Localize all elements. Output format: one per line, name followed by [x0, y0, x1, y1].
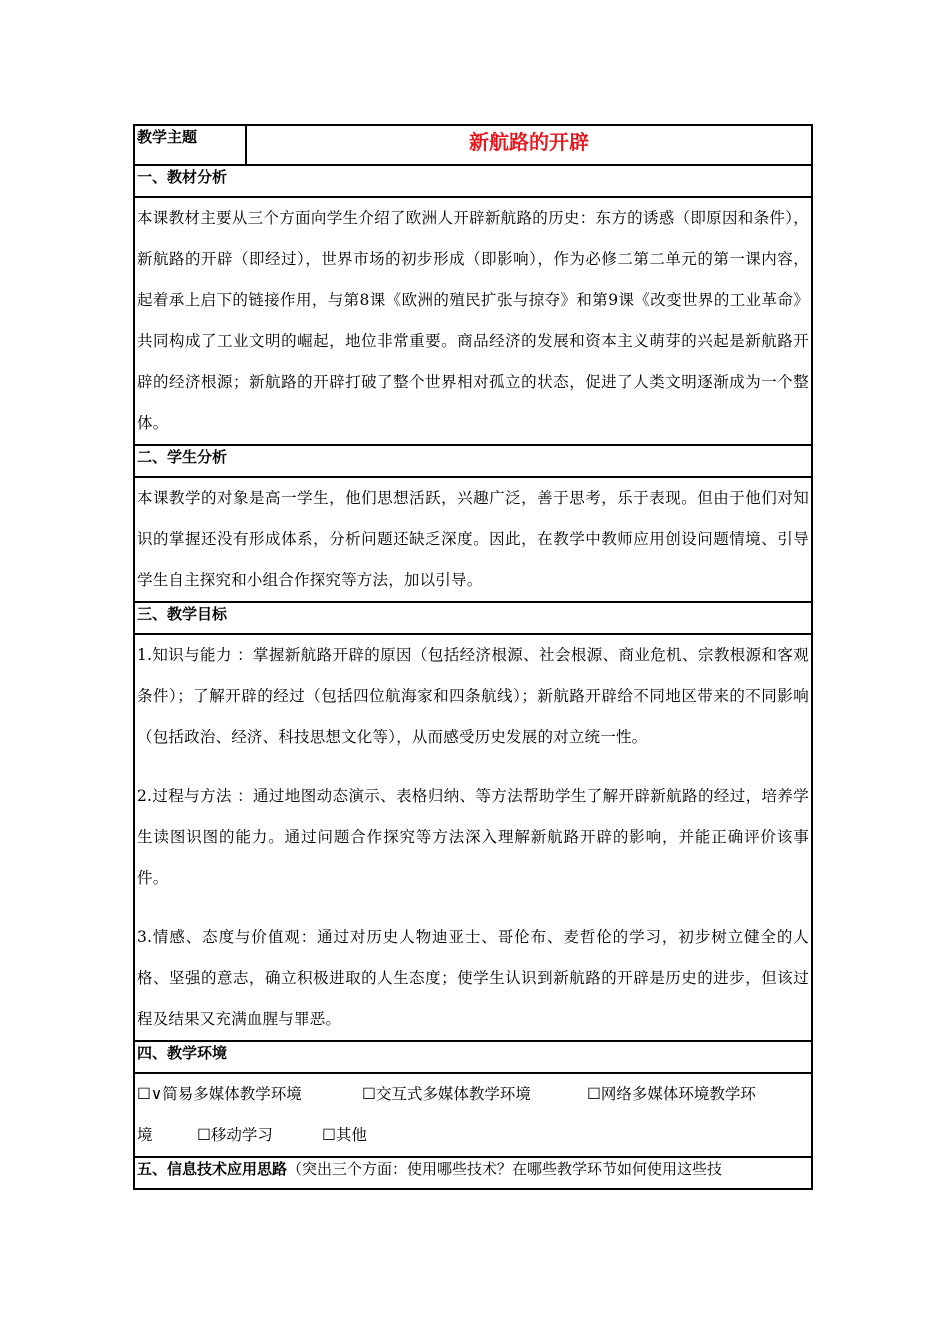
option-network-multimedia[interactable]: ☐网络多媒体环境教学环	[587, 1085, 756, 1103]
it-heading-note: （突出三个方面：使用哪些技术？在哪些教学环节如何使用这些技	[287, 1160, 723, 1178]
section-body-textbook-analysis	[134, 197, 812, 445]
section-body-teaching-goals	[134, 634, 812, 1041]
lesson-plan-table	[133, 124, 813, 1190]
section-4-heading-row	[134, 1041, 812, 1073]
section-3-body-row	[134, 634, 812, 1041]
environment-options	[134, 1073, 812, 1157]
section-4-body-row	[134, 1073, 812, 1157]
section-body-student-analysis	[134, 477, 812, 602]
section-1-body-row	[134, 197, 812, 445]
environment-options-line-2	[137, 1115, 809, 1156]
option-mobile-learning[interactable]: ☐移动学习	[197, 1126, 273, 1144]
goal-values: 3.情感、态度与价值观：通过对历史人物迪亚士、哥伦布、麦哲伦的学习，初步树立健全的人格、坚强的意志，确立积极进取的人生态度；使学生认识到新航路的开辟是历史的进步，但该过程及结果又充满血腥与罪恶。	[137, 928, 809, 1028]
paragraph: 本课教材主要从三个方面向学生介绍了欧洲人开辟新航路的历史：东方的诱惑（即原因和条件），新航路的开辟（即经过），世界市场的初步形成（即影响），作为必修二第二单元的第一课内容，起着承上启下的链接作用，与第8课《欧洲的殖民扩张与掠夺》和第9课《改变世界的工业革命》共同构成了工业文明的崛起，地位非常重要。商品经济的发展和资本主义萌芽的兴起是新航路开辟的经济根源；新航路的开辟打破了整个世界相对孤立的状态，促进了人类文明逐渐成为一个整体。	[137, 209, 809, 432]
goal-knowledge: 1.知识与能力 ：掌握新航路开辟的原因（包括经济根源、社会根源、商业危机、宗教根源和客观条件）；了解开辟的经过（包括四位航海家和四条航线）；新航路开辟给不同地区带来的不同影响（包括政治、经济、科技思想文化等），从而感受历史发展的对立统一性。	[137, 646, 809, 746]
option-other[interactable]: ☐其他	[322, 1126, 367, 1144]
option-network-multimedia-wrap: 境	[137, 1126, 153, 1144]
option-simple-multimedia[interactable]: ☐∨简易多媒体教学环境	[137, 1085, 302, 1103]
section-1-heading-row	[134, 165, 812, 197]
section-2-body-row	[134, 477, 812, 602]
lesson-title: 新航路的开辟	[246, 125, 812, 165]
section-heading-student-analysis: 二、学生分析	[134, 445, 812, 477]
topic-label: 教学主题	[134, 125, 246, 165]
it-heading-text: 五、信息技术应用思路	[137, 1160, 288, 1178]
section-5-heading-row	[134, 1157, 812, 1189]
topic-row	[134, 125, 812, 165]
section-heading-teaching-goals: 三、教学目标	[134, 602, 812, 634]
section-2-heading-row	[134, 445, 812, 477]
section-heading-textbook-analysis: 一、教材分析	[134, 165, 812, 197]
paragraph: 本课教学的对象是高一学生，他们思想活跃，兴趣广泛，善于思考，乐于表现。但由于他们对知识的掌握还没有形成体系，分析问题还缺乏深度。因此，在教学中教师应用创设问题情境、引导学生自主探究和小组合作探究等方法，加以引导。	[137, 489, 809, 589]
environment-options-line-1	[137, 1074, 809, 1115]
section-heading-environment: 四、教学环境	[134, 1041, 812, 1073]
option-interactive-multimedia[interactable]: ☐交互式多媒体教学环境	[362, 1085, 531, 1103]
section-heading-it-application	[134, 1157, 812, 1189]
section-3-heading-row	[134, 602, 812, 634]
goal-process: 2.过程与方法 ：通过地图动态演示、表格归纳、等方法帮助学生了解开辟新航路的经过，培养学生读图识图的能力。通过问题合作探究等方法深入理解新航路开辟的影响，并能正确评价该事件。	[137, 787, 809, 887]
